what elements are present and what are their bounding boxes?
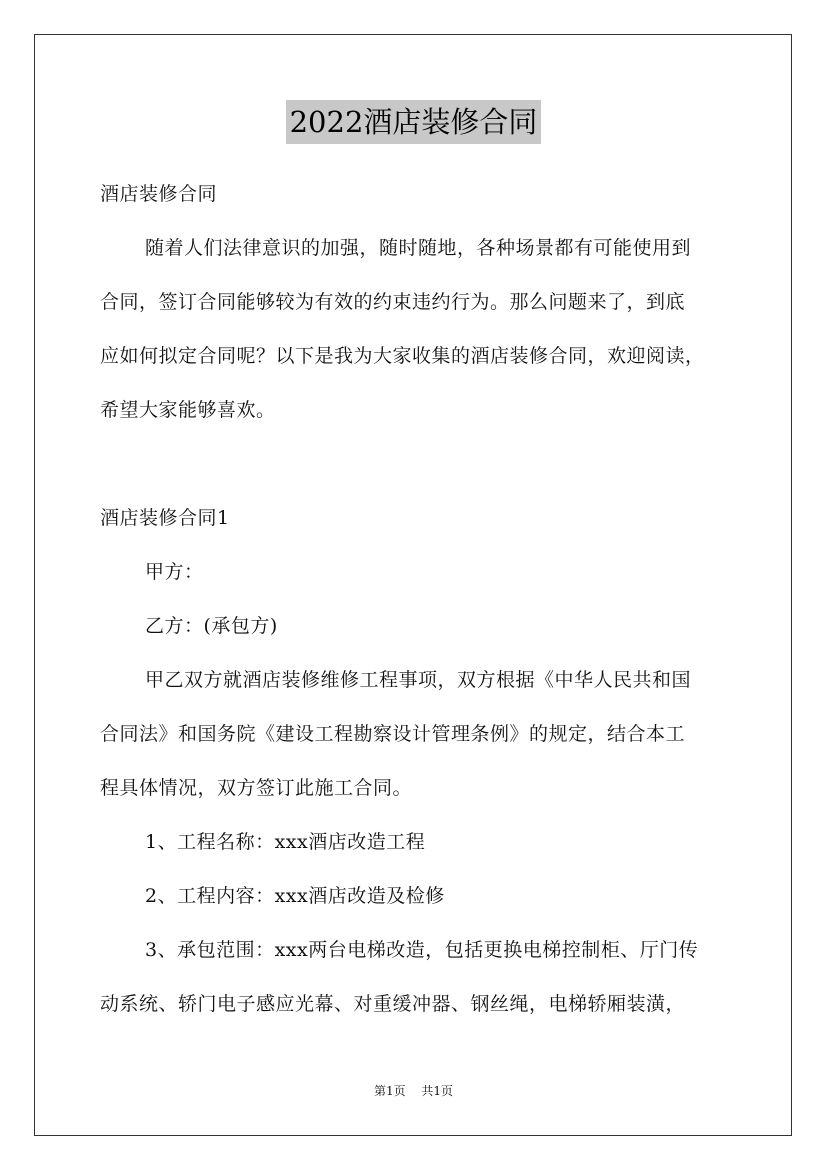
page-total: 共1页 [421,1084,453,1098]
agreement-line-2: 合同法》和国务院《建设工程勘察设计管理条例》的规定，结合本工 [100,723,686,745]
page-footer [0,1083,827,1099]
item-2: 2、工程内容：xxx酒店改造及检修 [145,885,445,907]
section-title: 酒店装修合同1 [100,507,230,529]
subheading: 酒店装修合同 [100,183,218,205]
page-number: 第1页 [374,1084,406,1098]
item-1: 1、工程名称：xxx酒店改造工程 [145,831,426,853]
party-a: 甲方： [145,561,204,583]
item-3-line-2: 动系统、轿门电子感应光幕、对重缓冲器、钢丝绳，电梯轿厢装潢， [100,993,686,1015]
document-title: 2022酒店装修合同 [286,100,542,144]
agreement-line-3: 程具体情况，双方签订此施工合同。 [100,777,413,799]
item-3-line-1: 3、承包范围：xxx两台电梯改造，包括更换电梯控制柜、厅门传 [145,939,699,961]
intro-line-2: 合同，签订合同能够较为有效的约束违约行为。那么问题来了，到底 [100,291,686,313]
party-b: 乙方：(承包方) [145,615,278,637]
title-container [0,100,827,144]
intro-line-1: 随着人们法律意识的加强，随时随地，各种场景都有可能使用到 [145,237,692,259]
intro-line-3: 应如何拟定合同呢？以下是我为大家收集的酒店装修合同，欢迎阅读， [100,345,705,367]
agreement-line-1: 甲乙双方就酒店装修维修工程事项，双方根据《中华人民共和国 [145,669,692,691]
intro-line-4: 希望大家能够喜欢。 [100,399,276,421]
